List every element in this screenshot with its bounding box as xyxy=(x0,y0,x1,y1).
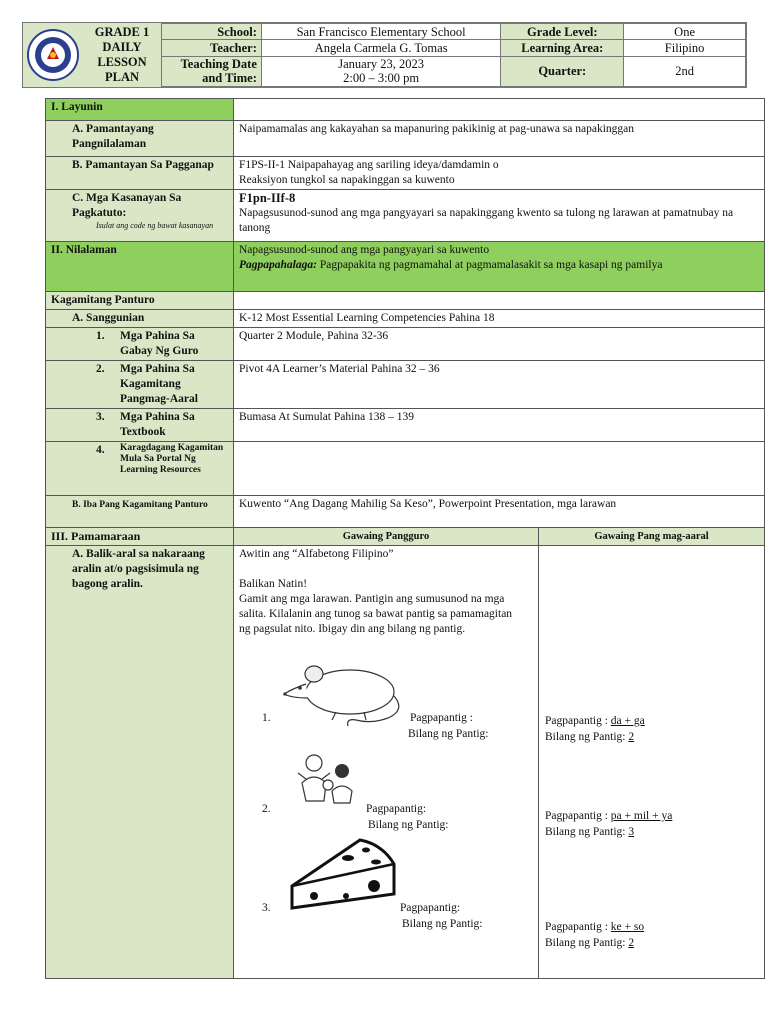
quarter-value: 2nd xyxy=(624,56,746,87)
grade-level-label: Grade Level: xyxy=(501,24,624,40)
learning-area-value: Filipino xyxy=(624,40,746,56)
teaching-date-label: Teaching Date and Time: xyxy=(162,56,262,87)
kasanayan-value: F1pn-IIf-8 Napagsusunod-sunod ang mga pangyayari sa napakinggang kwento sa tulong ng larawan at pamatnubay na tanong xyxy=(234,190,765,242)
balik-aral-label: A. Balik-aral sa nakaraang aralin at/o pagsisimula ng bagong aralin. xyxy=(46,546,234,979)
balikan-heading: Balikan Natin! xyxy=(239,578,308,590)
header-info-grid xyxy=(161,23,746,87)
pamamaraan-title: III. Pamamaraan xyxy=(46,528,234,546)
grade-level-value: One xyxy=(624,24,746,40)
kasanayan-code: F1pn-IIf-8 xyxy=(239,191,296,205)
lesson-plan-header xyxy=(22,22,747,88)
kagamitang-pangmag-aaral-value: Pivot 4A Learner’s Material Pahina 32 – 36 xyxy=(234,361,765,409)
gabay-guro-label: 1. Mga Pahina Sa Gabay Ng Guro xyxy=(46,328,234,361)
gawaing-pang-mag-aaral-header: Gawaing Pang mag-aaral xyxy=(539,528,765,546)
teaching-date-value: January 23, 2023 2:00 – 3:00 pm xyxy=(261,56,501,87)
answer-3-pantig: Pagpapantig : ke + so xyxy=(545,921,645,933)
mouse-illustration xyxy=(276,654,416,728)
quarter-label: Quarter: xyxy=(501,56,624,87)
item-3-number: 3. xyxy=(262,902,271,914)
iba-pang-kagamitan-label: B. Iba Pang Kagamitang Panturo xyxy=(46,496,234,528)
kasanayan-note: Isulat ang code ng bawat kasanayan xyxy=(96,221,214,230)
textbook-label: 3. Mga Pahina Sa Textbook xyxy=(46,409,234,442)
item-1-number: 1. xyxy=(262,712,271,724)
teacher-value: Angela Carmela G. Tomas xyxy=(261,40,501,56)
textbook-value: Bumasa At Sumulat Pahina 138 – 139 xyxy=(234,409,765,442)
teacher-label: Teacher: xyxy=(162,40,262,56)
deped-seal-icon xyxy=(27,29,79,81)
item-1-pantig-label: Pagpapantig : xyxy=(410,712,473,724)
pamantayang-pangnilalaman-value: Naipamamalas ang kakayahan sa mapanuring pakikinig at pag-unawa sa napakinggan xyxy=(234,121,765,157)
family-illustration xyxy=(294,751,364,807)
iba-pang-kagamitan-value: Kuwento “Ang Dagang Mahilig Sa Keso”, Powerpoint Presentation, mga larawan xyxy=(234,496,765,528)
pamantayang-pangnilalaman-label: A. Pamantayang Pangnilalaman xyxy=(46,121,234,157)
lesson-plan-table xyxy=(45,98,765,979)
school-label: School: xyxy=(162,24,262,40)
layunin-title: I. Layunin xyxy=(46,99,234,121)
song-instruction: Awitin ang “Alfabetong Filipino” xyxy=(239,548,394,560)
item-3-bilang-label: Bilang ng Pantig: xyxy=(402,918,483,930)
kagamitang-pangmag-aaral-label: 2. Mga Pahina Sa Kagamitang Pangmag-Aaral xyxy=(46,361,234,409)
gawaing-pangguro-content xyxy=(234,546,539,979)
pagpapahalaga-value: Pagpapakita ng pagmamahal at pagmamalasakit sa mga kasapi ng pamilya xyxy=(316,259,663,271)
gabay-guro-value: Quarter 2 Module, Pahina 32-36 xyxy=(234,328,765,361)
kasanayan-label: C. Mga Kasanayan Sa Pagkatuto: Isulat ang code ng bawat kasanayan xyxy=(46,190,234,242)
item-3-pantig-label: Pagpapantig: xyxy=(400,902,461,914)
gawaing-pangguro-header: Gawaing Pangguro xyxy=(234,528,539,546)
pamantayan-pagganap-value: F1PS-II-1 Naipapahayag ang sariling ideya/damdamin o Reaksiyon tungkol sa napakinggan sa kuwento xyxy=(234,157,765,190)
karagdagang-kagamitan-value xyxy=(234,442,765,496)
pagpapahalaga-label: Pagpapahalaga: xyxy=(239,259,317,271)
learning-area-label: Learning Area: xyxy=(501,40,624,56)
karagdagang-kagamitan-label: 4. Karagdagang Kagamitan Mula Sa Portal Ng Learning Resources xyxy=(46,442,234,496)
school-value: San Francisco Elementary School xyxy=(261,24,501,40)
kagamitan-title: Kagamitang Panturo xyxy=(46,292,234,310)
answer-1-pantig: Pagpapantig : da + ga xyxy=(545,715,645,727)
nilalaman-title: II. Nilalaman xyxy=(46,242,234,292)
cheese-illustration xyxy=(286,834,400,914)
answer-1-bilang: Bilang ng Pantig: 2 xyxy=(545,731,635,743)
sanggunian-value: K-12 Most Essential Learning Competencies Pahina 18 xyxy=(234,310,765,328)
item-2-bilang-label: Bilang ng Pantig: xyxy=(368,819,449,831)
gawaing-pang-mag-aaral-content xyxy=(539,546,765,979)
answer-2-pantig: Pagpapantig : pa + mil + ya xyxy=(545,810,673,822)
grade-title: GRADE 1 DAILY LESSON PLAN xyxy=(94,25,150,84)
item-1-bilang-label: Bilang ng Pantig: xyxy=(408,728,489,740)
sanggunian-label: A. Sanggunian xyxy=(46,310,234,328)
item-2-number: 2. xyxy=(262,803,271,815)
nilalaman-value: Napagsusunod-sunod ang mga pangyayari sa kuwento Pagpapahalaga: Pagpapakita ng pagmamahal at pagmamalasakit sa mga kasapi ng pamilya xyxy=(234,242,765,292)
drill-instructions: Gamit ang mga larawan. Pantigin ang sumusunod na mga salita. Kilalanin ang tunog sa bawat pantig sa pamamagitan ng pagsulat nito. Ibigay din ang bilang ng pantig. xyxy=(239,593,513,635)
answer-2-bilang: Bilang ng Pantig: 3 xyxy=(545,826,635,838)
item-2-pantig-label: Pagpapantig: xyxy=(366,803,427,815)
pamantayan-pagganap-label: B. Pamantayan Sa Pagganap xyxy=(46,157,234,190)
answer-3-bilang: Bilang ng Pantig: 2 xyxy=(545,937,635,949)
